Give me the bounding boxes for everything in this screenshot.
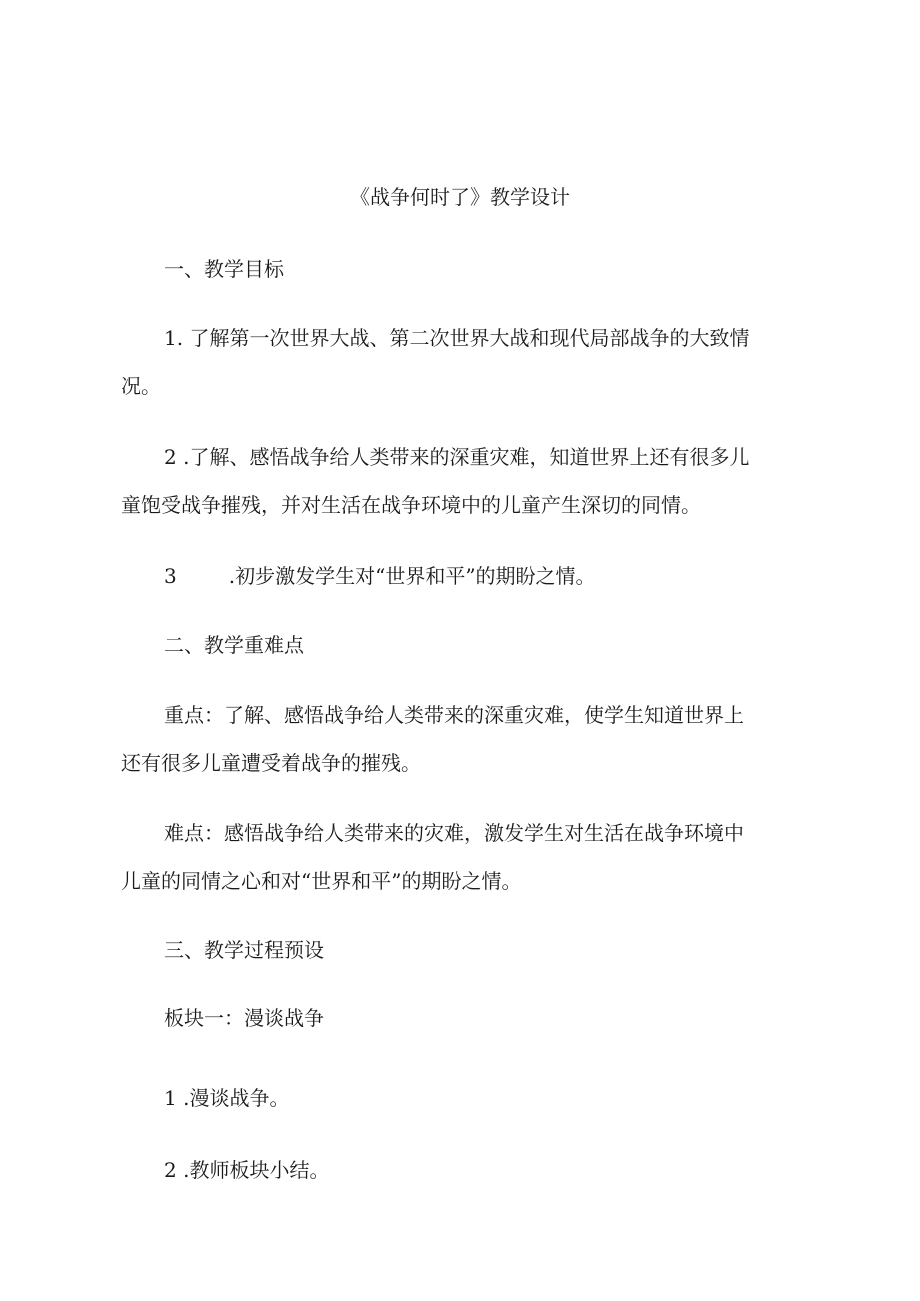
objective-2-line-1: 2 .了解、感悟战争给人类带来的深重灾难，知道世界上还有很多儿 [164, 445, 750, 469]
page-title: 《战争何时了》教学设计 [350, 185, 570, 209]
objective-2-line-2: 童饱受战争摧残，并对生活在战争环境中的儿童产生深切的同情。 [121, 493, 701, 517]
objective-3 [0, 563, 920, 589]
step-2: 2 .教师板块小结。 [164, 1158, 330, 1182]
objective-3-number: 3 [164, 564, 177, 588]
section-heading-key-difficult: 二、教学重难点 [164, 633, 304, 657]
objective-1-line-2: 况。 [121, 374, 161, 398]
section-heading-objectives: 一、教学目标 [164, 257, 284, 281]
key-point-line-1: 重点：了解、感悟战争给人类带来的深重灾难，使学生知道世界上 [164, 703, 744, 727]
block-1-heading: 板块一：漫谈战争 [164, 1006, 324, 1030]
section-heading-process: 三、教学过程预设 [164, 938, 324, 962]
key-point-line-2: 还有很多儿童遭受着战争的摧残。 [121, 751, 421, 775]
difficult-point-line-1: 难点：感悟战争给人类带来的灾难，激发学生对生活在战争环境中 [164, 821, 744, 845]
difficult-point-line-2: 儿童的同情之心和对“世界和平”的期盼之情。 [121, 869, 522, 893]
objective-1-line-1: 1. 了解第一次世界大战、第二次世界大战和现代局部战争的大致情 [164, 326, 750, 350]
step-1: 1 .漫谈战争。 [164, 1086, 290, 1110]
objective-3-text: .初步激发学生对“世界和平”的期盼之情。 [228, 564, 596, 588]
